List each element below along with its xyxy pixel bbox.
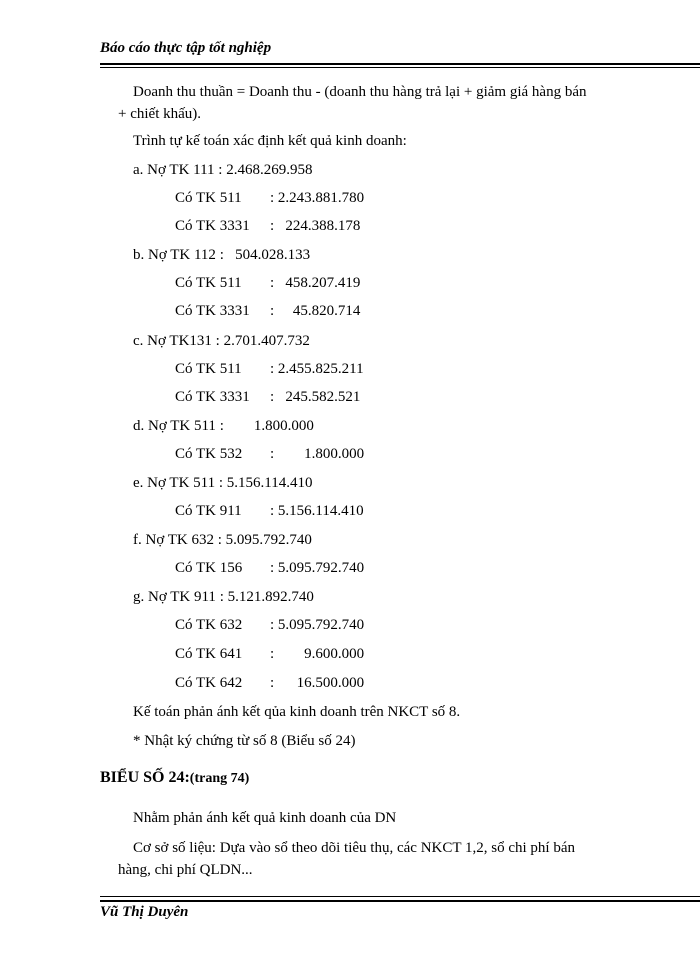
debit-amount: : 2.701.407.732 bbox=[215, 333, 310, 349]
debit-account: g. Nợ TK 911 bbox=[133, 589, 216, 605]
entry-g-credit-3 bbox=[175, 673, 364, 693]
entry-a-credit-2 bbox=[175, 216, 360, 236]
basis-line-1: Cơ sở số liệu: Dựa vào sổ theo dõi tiêu thụ, các NKCT 1,2, sổ chi phí bán bbox=[133, 840, 575, 856]
entry-a-debit bbox=[133, 160, 312, 180]
footer-author: Vũ Thị Duyên bbox=[100, 904, 189, 920]
credit-amount: : 458.207.419 bbox=[270, 275, 361, 291]
header-title: Báo cáo thực tập tốt nghiệp bbox=[100, 40, 272, 56]
credit-account: Có TK 511 bbox=[175, 275, 242, 291]
footer-rule bbox=[100, 900, 700, 902]
credit-account: Có TK 511 bbox=[175, 190, 242, 206]
credit-account: Có TK 156 bbox=[175, 560, 243, 576]
intro-text: Trình tự kế toán xác định kết quả kinh doanh: bbox=[133, 133, 407, 149]
entry-f-credit-1 bbox=[175, 558, 364, 578]
entry-b-credit-1 bbox=[175, 273, 360, 293]
debit-amount: : 5.121.892.740 bbox=[219, 589, 314, 605]
credit-amount: : 224.388.178 bbox=[270, 218, 361, 234]
credit-amount: : 5.095.792.740 bbox=[270, 617, 365, 633]
entry-c-credit-1 bbox=[175, 359, 364, 379]
debit-account: e. Nợ TK 511 bbox=[133, 475, 216, 491]
formula-line-1: Doanh thu thuần = Doanh thu - (doanh thu hàng trả lại + giảm giá hàng bán bbox=[133, 84, 587, 100]
credit-account: Có TK 911 bbox=[175, 503, 242, 519]
journal-note: * Nhật ký chứng từ số 8 (Biểu số 24) bbox=[133, 733, 356, 749]
credit-amount: : 16.500.000 bbox=[270, 675, 365, 691]
debit-account: f. Nợ TK 632 bbox=[133, 532, 214, 548]
credit-amount: : 2.455.825.211 bbox=[270, 361, 364, 377]
credit-account: Có TK 3331 bbox=[175, 389, 250, 405]
entry-g-credit-2 bbox=[175, 644, 364, 664]
entry-c-credit-2 bbox=[175, 387, 360, 407]
entry-b-credit-2 bbox=[175, 301, 360, 321]
debit-amount: : 5.095.792.740 bbox=[217, 532, 312, 548]
credit-amount: : 45.820.714 bbox=[270, 303, 361, 319]
entry-b-debit bbox=[133, 245, 310, 265]
credit-amount: : 2.243.881.780 bbox=[270, 190, 365, 206]
credit-account: Có TK 3331 bbox=[175, 218, 250, 234]
heading-sub: (trang 74) bbox=[189, 771, 250, 786]
credit-amount: : 9.600.000 bbox=[270, 646, 365, 662]
entry-c-debit bbox=[133, 331, 310, 351]
debit-amount: : 504.028.133 bbox=[219, 247, 311, 263]
debit-amount: : 5.156.114.410 bbox=[218, 475, 313, 491]
credit-amount: : 5.095.792.740 bbox=[270, 560, 365, 576]
credit-account: Có TK 3331 bbox=[175, 303, 250, 319]
footer-rule-thin bbox=[100, 896, 700, 897]
entry-e-credit-1 bbox=[175, 501, 364, 521]
debit-account: a. Nợ TK 111 bbox=[133, 162, 215, 178]
credit-amount: : 1.800.000 bbox=[270, 446, 365, 462]
purpose-text: Nhằm phản ánh kết quả kinh doanh của DN bbox=[133, 810, 397, 826]
entry-f-debit bbox=[133, 530, 312, 550]
formula-line-2: + chiết khấu). bbox=[118, 106, 202, 122]
header-rule bbox=[100, 63, 700, 65]
debit-account: d. Nợ TK 511 bbox=[133, 418, 216, 434]
credit-account: Có TK 532 bbox=[175, 446, 243, 462]
header-rule-thin bbox=[100, 67, 700, 68]
credit-account: Có TK 642 bbox=[175, 675, 243, 691]
entry-g-debit bbox=[133, 587, 314, 607]
debit-account: c. Nợ TK131 bbox=[133, 333, 212, 349]
heading-main: BIỂU SỐ 24: bbox=[100, 769, 190, 786]
debit-amount: : 2.468.269.958 bbox=[218, 162, 313, 178]
credit-account: Có TK 632 bbox=[175, 617, 243, 633]
credit-account: Có TK 511 bbox=[175, 361, 242, 377]
summary-text: Kế toán phản ánh kết qủa kinh doanh trên NKCT số 8. bbox=[133, 704, 461, 720]
credit-account: Có TK 641 bbox=[175, 646, 243, 662]
entry-d-debit bbox=[133, 416, 314, 436]
section-heading bbox=[100, 768, 249, 789]
entry-g-credit-1 bbox=[175, 615, 364, 635]
entry-e-debit bbox=[133, 473, 312, 493]
debit-account: b. Nợ TK 112 bbox=[133, 247, 216, 263]
credit-amount: : 5.156.114.410 bbox=[270, 503, 364, 519]
debit-amount: : 1.800.000 bbox=[219, 418, 314, 434]
entry-a-credit-1 bbox=[175, 188, 364, 208]
credit-amount: : 245.582.521 bbox=[270, 389, 361, 405]
basis-line-2: hàng, chi phí QLDN... bbox=[118, 862, 253, 878]
entry-d-credit-1 bbox=[175, 444, 364, 464]
